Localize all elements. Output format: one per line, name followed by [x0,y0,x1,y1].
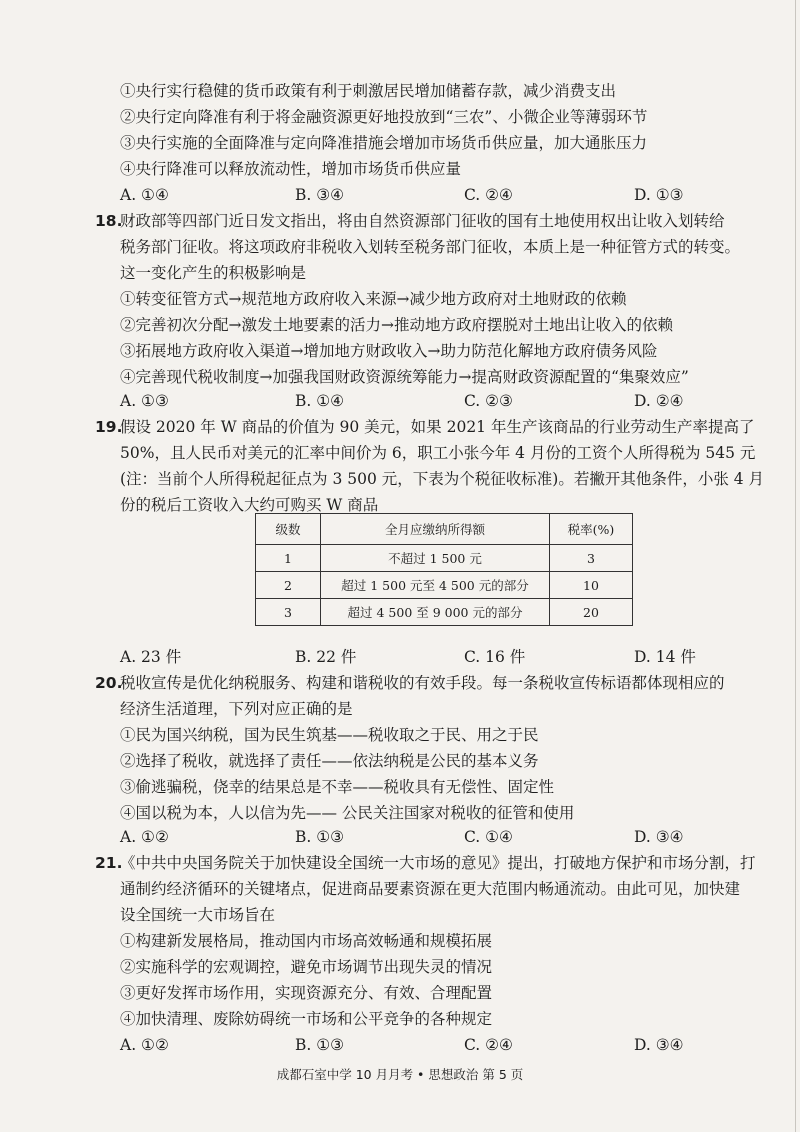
q21-number: 21. [95,854,123,872]
q20-stem-line-2: 经济生活道理，下列对应正确的是 [120,700,353,718]
q18-option-b[interactable]: B. ①④ [295,392,345,410]
q19-option-a[interactable]: A. 23 件 [120,648,182,666]
q21-option-c[interactable]: C. ②④ [464,1036,513,1054]
q21-statement-1: ①构建新发展格局，推动国内市场高效畅通和规模拓展 [120,932,493,950]
table-header-cell: 税率(%) [550,514,633,545]
q21-stem-line-1: 《中共中央国务院关于加快建设全国统一大市场的意见》提出，打破地方保护和市场分割，打 [120,854,756,872]
q17-statement-4: ④央行降准可以释放流动性，增加市场货币供应量 [120,160,462,178]
q18-stem-line-3: 这一变化产生的积极影响是 [120,264,307,282]
q18-option-d[interactable]: D. ②④ [634,392,684,410]
q18-statement-4: ④完善现代税收制度→加强我国财政资源统筹能力→提高财政资源配置的“集聚效应” [120,368,689,386]
q19-stem-line-3: (注：当前个人所得税起征点为 3 500 元，下表为个税征收标准)。若撇开其他条件，小张 4 月 [120,470,765,488]
scan-edge-divider [795,0,796,1132]
q18-statement-3: ③拓展地方政府收入渠道→增加地方财政收入→助力防范化解地方政府债务风险 [120,342,658,360]
q20-statement-2: ②选择了税收，就选择了责任——依法纳税是公民的基本义务 [120,752,539,770]
table-cell: 不超过 1 500 元 [321,545,550,572]
q17-option-b[interactable]: B. ③④ [295,186,345,204]
q18-option-a[interactable]: A. ①③ [120,392,169,410]
table-cell: 3 [256,599,321,626]
table-row [256,572,633,599]
q20-option-d[interactable]: D. ③④ [634,828,684,846]
q20-statement-4: ④国以税为本，人以信为先—— 公民关注国家对税收的征管和使用 [120,804,575,822]
q21-statement-2: ②实施科学的宏观调控，避免市场调节出现失灵的情况 [120,958,493,976]
q17-statement-3: ③央行实施的全面降准与定向降准措施会增加市场货币供应量，加大通胀压力 [120,134,648,152]
q17-option-d[interactable]: D. ①③ [634,186,684,204]
q19-option-d[interactable]: D. 14 件 [634,648,696,666]
q20-option-a[interactable]: A. ①② [120,828,169,846]
q19-option-c[interactable]: C. 16 件 [464,648,526,666]
q20-statement-3: ③偷逃骗税，侥幸的结果总是不幸——税收具有无偿性、固定性 [120,778,555,796]
q21-option-a[interactable]: A. ①② [120,1036,169,1054]
q18-statement-1: ①转变征管方式→规范地方政府收入来源→减少地方政府对土地财政的依赖 [120,290,627,308]
q21-statement-3: ③更好发挥市场作用，实现资源充分、有效、合理配置 [120,984,493,1002]
q19-stem-line-2: 50%，且人民币对美元的汇率中间价为 6，职工小张今年 4 月份的工资个人所得税为 545 元 [120,444,756,462]
q18-stem-line-2: 税务部门征收。将这项政府非税收入划转至税务部门征收，本质上是一种征管方式的转变。 [120,238,741,256]
q20-option-c[interactable]: C. ①④ [464,828,513,846]
q20-stem-line-1: 税收宣传是优化纳税服务、构建和谐税收的有效手段。每一条税收宣传标语都体现相应的 [120,674,725,692]
q18-option-c[interactable]: C. ②③ [464,392,513,410]
q20-number: 20. [95,674,123,692]
q20-option-b[interactable]: B. ①③ [295,828,345,846]
q20-statement-1: ①民为国兴纳税，国为民生筑基——税收取之于民、用之于民 [120,726,539,744]
page-footer: 成都石室中学 10 月月考 • 思想政治 第 5 页 [276,1067,524,1082]
q19-stem-line-1: 假设 2020 年 W 商品的价值为 90 美元，如果 2021 年生产该商品的行业劳动生产率提高了 [120,418,755,436]
q19-option-b[interactable]: B. 22 件 [295,648,357,666]
q21-option-b[interactable]: B. ①③ [295,1036,345,1054]
table-cell: 3 [550,545,633,572]
q21-stem-line-3: 设全国统一大市场旨在 [120,906,276,924]
q17-option-c[interactable]: C. ②④ [464,186,513,204]
table-row [256,599,633,626]
table-cell: 10 [550,572,633,599]
q18-stem-line-1: 财政部等四部门近日发文指出，将由自然资源部门征收的国有土地使用权出让收入划转给 [120,212,725,230]
q18-number: 18. [95,212,123,230]
table-header-cell: 级数 [256,514,321,545]
q18-statement-2: ②完善初次分配→激发土地要素的活力→推动地方政府摆脱对土地出让收入的依赖 [120,316,673,334]
table-header-cell: 全月应缴纳所得额 [321,514,550,545]
table-header-row [256,514,633,545]
table-cell: 超过 1 500 元至 4 500 元的部分 [321,572,550,599]
q17-statement-2: ②央行定向降准有利于将金融资源更好地投放到“三农”、小微企业等薄弱环节 [120,108,648,126]
table-cell: 2 [256,572,321,599]
q19-stem-line-4: 份的税后工资收入大约可购买 W 商品 [120,496,379,514]
table-row [256,545,633,572]
q21-option-d[interactable]: D. ③④ [634,1036,684,1054]
table-cell: 20 [550,599,633,626]
tax-rate-table [255,513,633,626]
q21-statement-4: ④加快清理、废除妨碍统一市场和公平竞争的各种规定 [120,1010,493,1028]
q21-stem-line-2: 通制约经济循环的关键堵点，促进商品要素资源在更大范围内畅通流动。由此可见，加快建 [120,880,741,898]
q17-option-a[interactable]: A. ①④ [120,186,169,204]
q17-statement-1: ①央行实行稳健的货币政策有利于刺激居民增加储蓄存款，减少消费支出 [120,82,617,100]
table-cell: 1 [256,545,321,572]
table-cell: 超过 4 500 至 9 000 元的部分 [321,599,550,626]
q19-number: 19. [95,418,123,436]
